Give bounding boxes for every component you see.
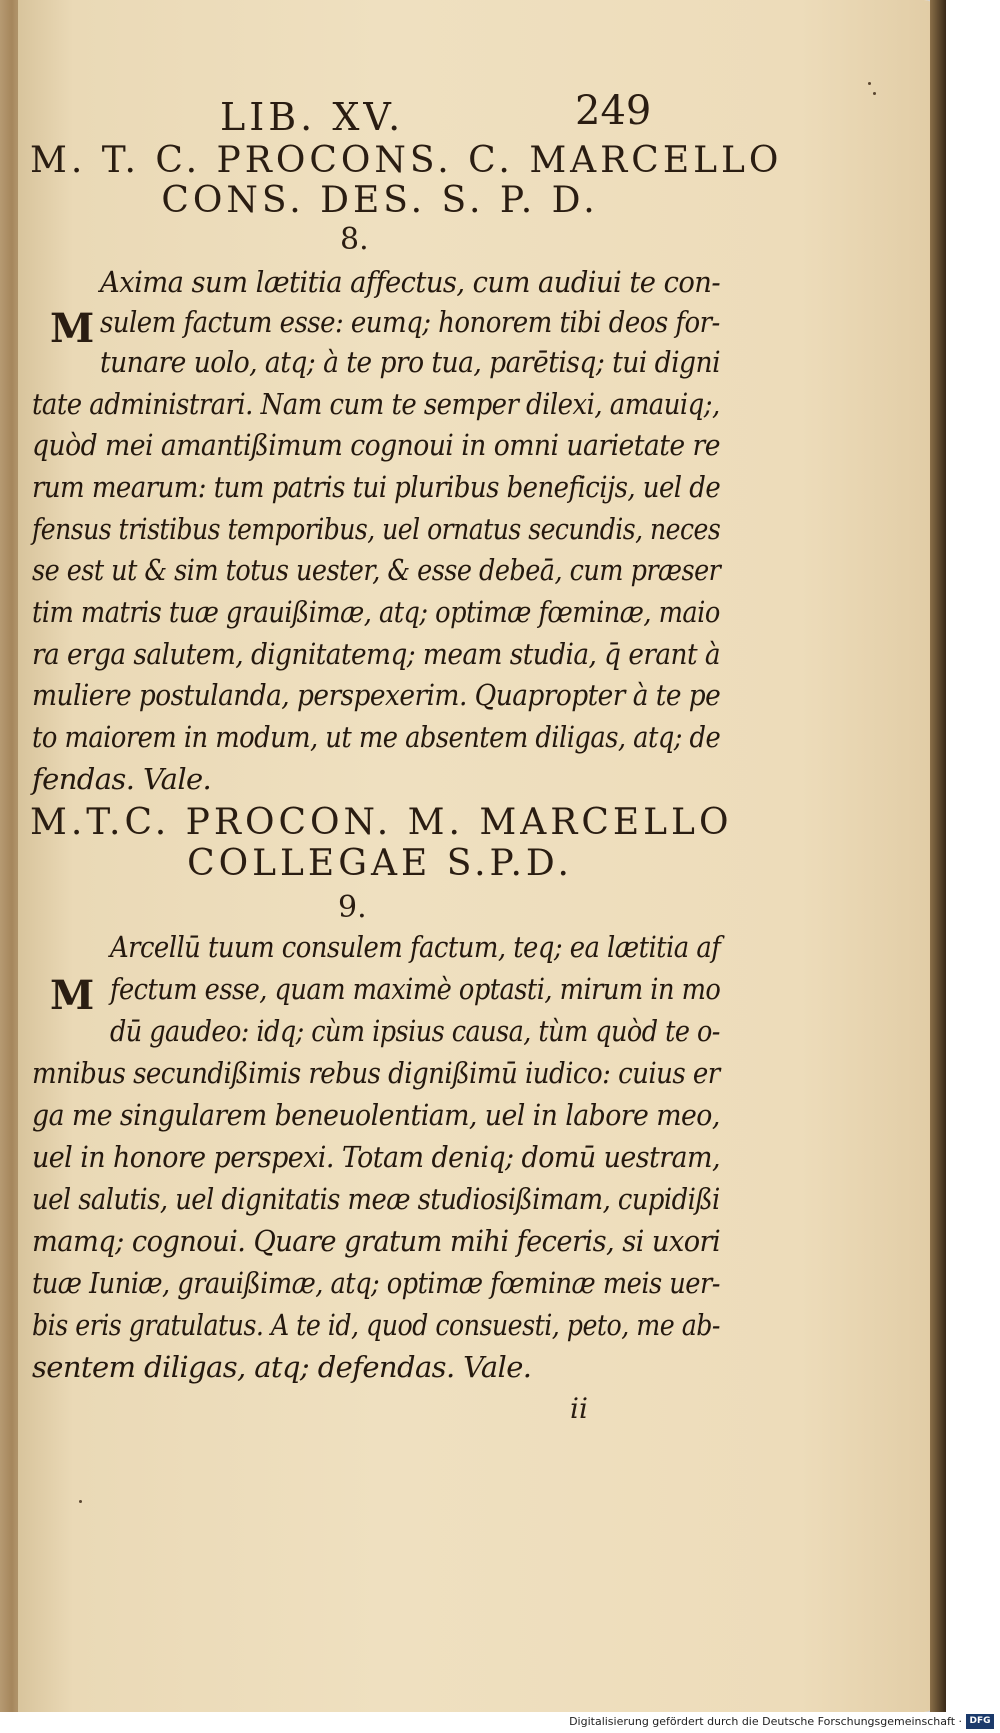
letter9-heading-line1: M.T.C. PROCON. M. MARCELLO <box>30 802 733 843</box>
letter9-number: 9. <box>338 890 367 925</box>
dfg-logo: DFG <box>966 1714 994 1729</box>
footer-credit: Digitalisierung gefördert durch die Deutsche Forschungsgemeinschaft · <box>569 1715 962 1728</box>
letter9-line: uel salutis, uel dignitatis meæ studiosißimam, cupidißi <box>32 1182 720 1216</box>
footer-bar <box>0 1712 1000 1733</box>
letter9-line: sentem diligas, atq; defendas. Vale. <box>32 1350 532 1384</box>
letter9-dropcap: M <box>50 972 95 1019</box>
letter9-line: ga me singularem beneuolentiam, uel in labore meo, <box>32 1098 720 1132</box>
letter8-line: se est ut & sim totus uester, & esse debeā, cum præser <box>32 553 721 587</box>
letter9-line: mamq; cognoui. Quare gratum mihi feceris, si uxori <box>32 1224 721 1258</box>
letter8-line: to maiorem in modum, ut me absentem diligas, atq; de <box>32 720 721 754</box>
letter9-line: mnibus secundißimis rebus dignißimū iudico: cuius er <box>32 1056 720 1090</box>
page-number: 249 <box>575 88 652 134</box>
letter8-line: quòd mei amantißimum cognoui in omni uarietate re <box>32 428 720 462</box>
letter8-line: Axima sum lætitia affectus, cum audiui te con- <box>100 265 721 299</box>
letter8-line: sulem factum esse: eumq; honorem tibi deos for- <box>100 305 720 339</box>
letter9-line: fectum esse, quam maximè optasti, mirum in mo <box>110 972 721 1006</box>
page-edge <box>930 0 946 1712</box>
letter8-dropcap: M <box>50 305 95 352</box>
letter8-heading-line2: CONS. DES. S. P. D. <box>161 180 599 221</box>
letter8-line: rum mearum: tum patris tui pluribus beneficijs, uel de <box>32 470 721 504</box>
letter8-line: fendas. Vale. <box>32 762 212 796</box>
letter9-line: Arcellū tuum consulem factum, teq; ea lætitia af <box>110 930 721 964</box>
page-speck <box>79 1500 82 1503</box>
letter9-line: dū gaudeo: idq; cùm ipsius causa, tùm quòd te o- <box>110 1014 720 1048</box>
letter8-line: tunare uolo, atq; à te pro tua, parētisq; tui digni <box>100 345 721 379</box>
letter8-line: muliere postulanda, perspexerim. Quapropter à te pe <box>32 678 721 712</box>
letter8-number: 8. <box>340 222 369 257</box>
letter8-heading-line1: M. T. C. PROCONS. C. MARCELLO <box>30 140 783 181</box>
letter8-line: tate administrari. Nam cum te semper dilexi, amauiq;, <box>32 387 720 421</box>
signature-mark: ii <box>570 1392 588 1425</box>
page-speck <box>873 92 876 95</box>
letter8-line: tim matris tuæ grauißimæ, atq; optimæ fœminæ, maio <box>32 595 720 629</box>
letter8-line: ra erga salutem, dignitatemq; meam studia, q̄ erant à <box>32 637 720 671</box>
letter9-line: bis eris gratulatus. A te id, quod consuesti, peto, me ab- <box>32 1308 720 1342</box>
letter9-line: tuæ Iuniæ, grauißimæ, atq; optimæ fœminæ meis uer- <box>32 1266 720 1300</box>
letter8-line: fensus tristibus temporibus, uel ornatus secundis, neces <box>32 512 721 546</box>
page-speck <box>868 82 871 85</box>
running-head: LIB. XV. <box>220 95 405 139</box>
letter9-heading-line2: COLLEGAE S.P.D. <box>187 843 573 884</box>
letter9-line: uel in honore perspexi. Totam deniq; domū uestram, <box>32 1140 721 1174</box>
